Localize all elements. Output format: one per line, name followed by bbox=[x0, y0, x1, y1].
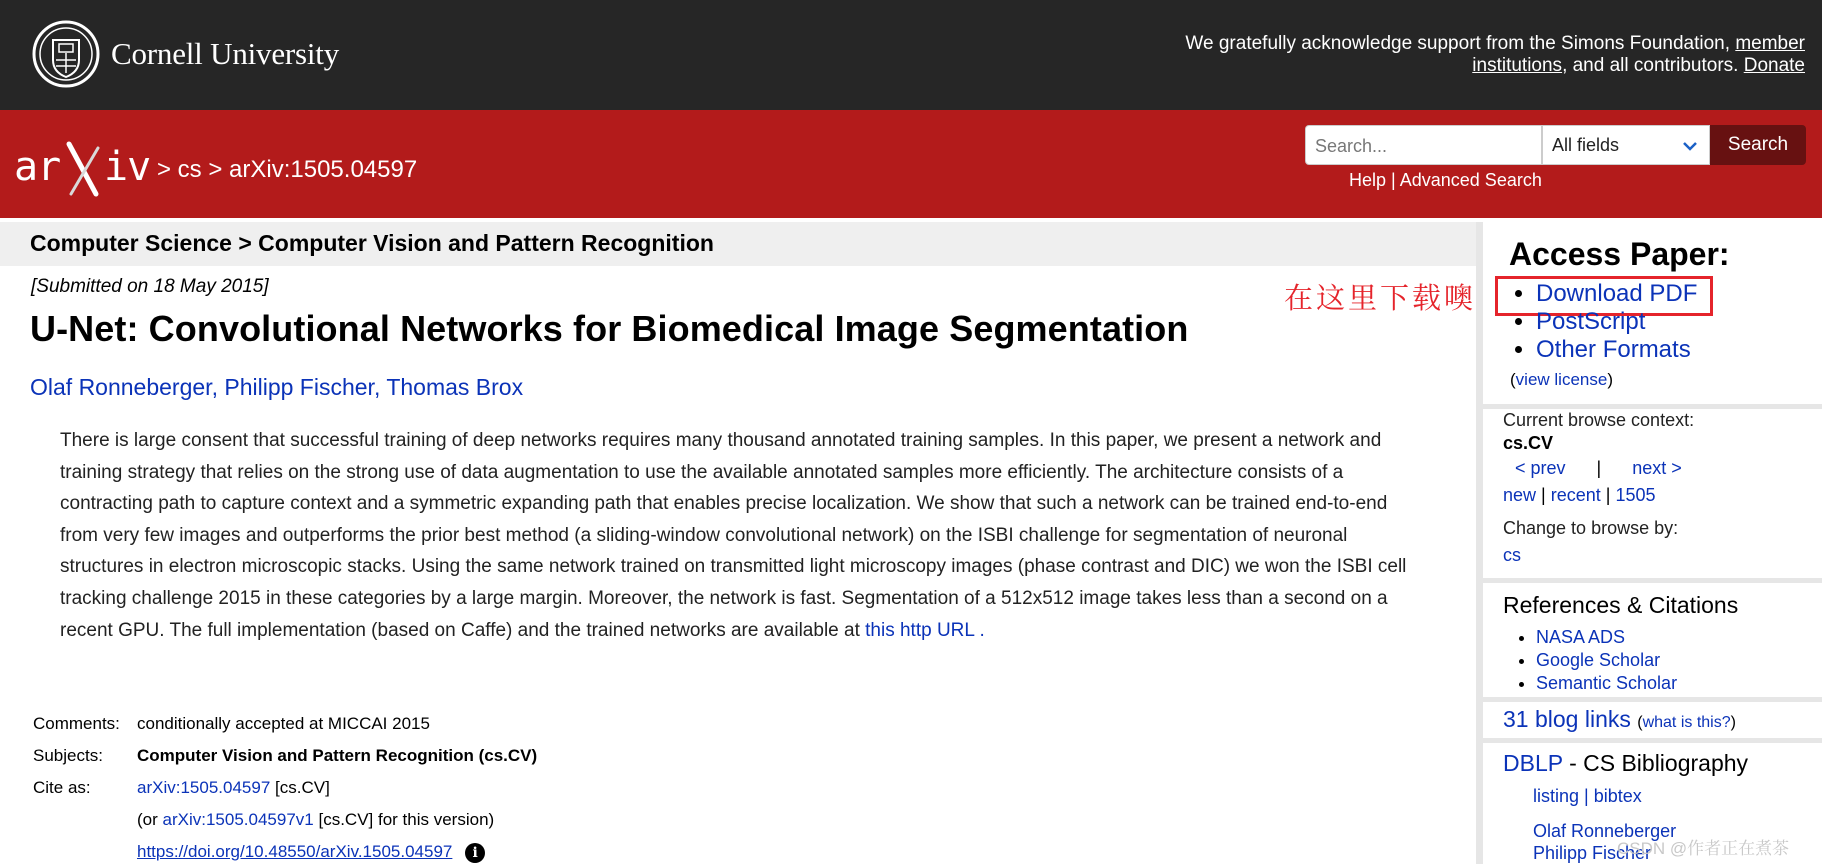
postscript-link[interactable]: PostScript bbox=[1536, 308, 1646, 335]
cite-label: Cite as: bbox=[33, 778, 91, 797]
bibtex-link[interactable]: bibtex bbox=[1593, 786, 1642, 806]
sidebar-divider bbox=[1476, 222, 1483, 864]
info-icon[interactable]: i bbox=[465, 843, 485, 863]
nav-separator: | bbox=[1605, 485, 1611, 505]
what-is-this-link[interactable]: what is this? bbox=[1642, 714, 1731, 731]
author-comma: , bbox=[211, 374, 225, 400]
view-license bbox=[1510, 370, 1613, 390]
abstract bbox=[60, 425, 1430, 646]
view-license-link[interactable]: view license bbox=[1515, 370, 1608, 389]
version-suffix: [cs.CV] for this version) bbox=[318, 810, 495, 829]
access-links bbox=[1536, 280, 1697, 364]
browse-cs-link bbox=[1503, 545, 1521, 566]
nasa-ads-link[interactable]: NASA ADS bbox=[1536, 627, 1626, 647]
dblp-author-link[interactable]: Olaf Ronneberger bbox=[1533, 821, 1677, 841]
references-heading: References & Citations bbox=[1503, 592, 1739, 618]
other-formats-link[interactable]: Other Formats bbox=[1536, 336, 1691, 363]
download-annotation: 在这里下载噢 bbox=[1284, 281, 1477, 315]
reference-item bbox=[1536, 649, 1677, 672]
cornell-seal-icon[interactable] bbox=[32, 20, 100, 88]
reference-item bbox=[1536, 672, 1677, 695]
member-link[interactable]: member bbox=[1735, 33, 1805, 54]
cite-link[interactable]: arXiv:1505.04597 bbox=[137, 778, 271, 797]
abstract-url-link[interactable]: this http URL bbox=[865, 619, 975, 641]
nav-separator: | bbox=[1541, 485, 1546, 505]
access-item bbox=[1536, 308, 1697, 336]
support-text: We gratefully acknowledge support from the Simons Foundation, bbox=[1185, 33, 1731, 54]
subjects-label: Subjects: bbox=[33, 746, 103, 765]
blog-links: 31 blog links (what is this?) bbox=[1503, 706, 1736, 732]
abstract-end: . bbox=[979, 619, 985, 641]
search-field-value: All fields bbox=[1552, 135, 1620, 155]
cite-value bbox=[137, 778, 330, 798]
author-link[interactable]: Philipp Fischer bbox=[224, 374, 374, 400]
author-link[interactable]: Olaf Ronneberger bbox=[30, 374, 212, 400]
dblp-author-link[interactable]: Philipp Fischer bbox=[1533, 843, 1652, 863]
license-open-paren: ( bbox=[1510, 370, 1516, 389]
nav-separator: | bbox=[1596, 458, 1602, 478]
references-links bbox=[1536, 626, 1677, 695]
section-divider bbox=[1483, 738, 1822, 743]
section-divider bbox=[1483, 578, 1822, 583]
browse-context-value: cs.CV bbox=[1503, 433, 1554, 453]
access-item bbox=[1536, 280, 1697, 308]
author-list bbox=[30, 374, 523, 401]
arxiv-logo-icon[interactable] bbox=[14, 138, 152, 202]
access-paper-heading: Access Paper: bbox=[1509, 236, 1730, 272]
abstract-text: There is large consent that successful training of deep networks requires many thousand annotated training samples. In this paper, we present a network and training strategy that relies on the strong use of data augmentation to use the available annotated samples more efficiently. The architecture consists of a contracting path to capture context and a symmetric expanding path that enables precise localization. We show that such a network can be trained end-to-end from very few images and outperforms the prior best method (a sliding-window convolutional network) on the ISBI challenge for segmentation of neuronal structures in electron microscopic stacks. Using the same network trained on transmitted light microscopy images (phase contrast and DIC) we won the ISBI cell tracking challenge 2015 in these categories by a large margin. Moreover, the network is fast. Segmentation of a 512x512 image takes less than a second on a recent GPU. The full implementation (based on Caffe) and the trained networks are available at bbox=[60, 430, 1407, 641]
access-item bbox=[1536, 336, 1697, 364]
browse-context-label: Current browse context: bbox=[1503, 410, 1695, 430]
search-field-select[interactable] bbox=[1542, 125, 1710, 165]
nav-separator: | bbox=[1584, 786, 1589, 806]
support-mid-text: , and all contributors. bbox=[1562, 55, 1739, 76]
submission-date: [Submitted on 18 May 2015] bbox=[31, 276, 269, 297]
chevron-down-icon bbox=[1683, 139, 1697, 153]
reference-item bbox=[1536, 626, 1677, 649]
listing-link[interactable]: listing bbox=[1533, 786, 1580, 806]
svg-text:iv: iv bbox=[104, 144, 151, 190]
top-bar bbox=[0, 0, 1822, 110]
version-link[interactable]: arXiv:1505.04597v1 bbox=[162, 810, 314, 829]
change-browse-label: Change to browse by: bbox=[1503, 518, 1679, 538]
dblp-heading-rest: - CS Bibliography bbox=[1569, 750, 1749, 776]
license-close-paren: ) bbox=[1607, 370, 1613, 389]
section-divider bbox=[1483, 697, 1822, 702]
month-link[interactable]: 1505 bbox=[1615, 485, 1656, 505]
dblp-link[interactable]: DBLP bbox=[1503, 750, 1563, 776]
doi-value bbox=[137, 842, 485, 863]
cs-link[interactable]: cs bbox=[1503, 545, 1521, 565]
blog-links-link[interactable]: 31 blog links bbox=[1503, 706, 1631, 732]
prev-link[interactable]: < prev bbox=[1515, 458, 1566, 478]
recent-link[interactable]: recent bbox=[1550, 485, 1601, 505]
search-input[interactable]: Search... bbox=[1305, 125, 1542, 165]
dblp-list-links bbox=[1533, 786, 1642, 807]
subject-header: Computer Science > Computer Vision and Pattern Recognition bbox=[0, 222, 1476, 266]
help-separator: | bbox=[1391, 170, 1396, 190]
dblp-heading bbox=[1503, 750, 1748, 777]
version-value bbox=[137, 810, 494, 830]
help-links bbox=[1349, 170, 1542, 191]
search-button[interactable]: Search bbox=[1710, 125, 1806, 165]
help-link[interactable]: Help bbox=[1349, 170, 1387, 190]
google-scholar-link[interactable]: Google Scholar bbox=[1536, 650, 1661, 670]
comments-label: Comments: bbox=[33, 714, 120, 733]
donate-link[interactable]: Donate bbox=[1743, 55, 1805, 76]
version-prefix: (or bbox=[137, 810, 158, 829]
semantic-scholar-link[interactable]: Semantic Scholar bbox=[1536, 673, 1678, 693]
subjects-value: Computer Vision and Pattern Recognition (cs.CV) bbox=[137, 746, 538, 765]
paper-title: U-Net: Convolutional Networks for Biomedical Image Segmentation bbox=[30, 308, 1189, 349]
doi-link[interactable]: https://doi.org/10.48550/arXiv.1505.04597 bbox=[137, 842, 453, 861]
browse-nav bbox=[1515, 458, 1682, 479]
institutions-link[interactable]: institutions bbox=[1472, 55, 1563, 76]
author-link[interactable]: Thomas Brox bbox=[386, 374, 524, 400]
advanced-search-link[interactable]: Advanced Search bbox=[1399, 170, 1542, 190]
section-divider bbox=[1483, 404, 1822, 409]
breadcrumb[interactable]: > cs > arXiv:1505.04597 bbox=[157, 156, 418, 183]
next-link[interactable]: next > bbox=[1632, 458, 1682, 478]
support-message bbox=[1165, 33, 1805, 77]
university-name[interactable]: Cornell University bbox=[111, 36, 340, 71]
comments-value: conditionally accepted at MICCAI 2015 bbox=[137, 714, 430, 733]
author-comma: , bbox=[373, 374, 387, 400]
watermark: CSDN @作者正在煮茶 bbox=[1617, 839, 1790, 858]
download-pdf-link[interactable]: Download PDF bbox=[1536, 280, 1698, 307]
new-link[interactable]: new bbox=[1503, 485, 1537, 505]
cite-suffix: [cs.CV] bbox=[275, 778, 330, 797]
sidebar bbox=[1483, 222, 1822, 864]
browse-list-links bbox=[1503, 485, 1656, 506]
svg-text:ar: ar bbox=[14, 144, 61, 190]
